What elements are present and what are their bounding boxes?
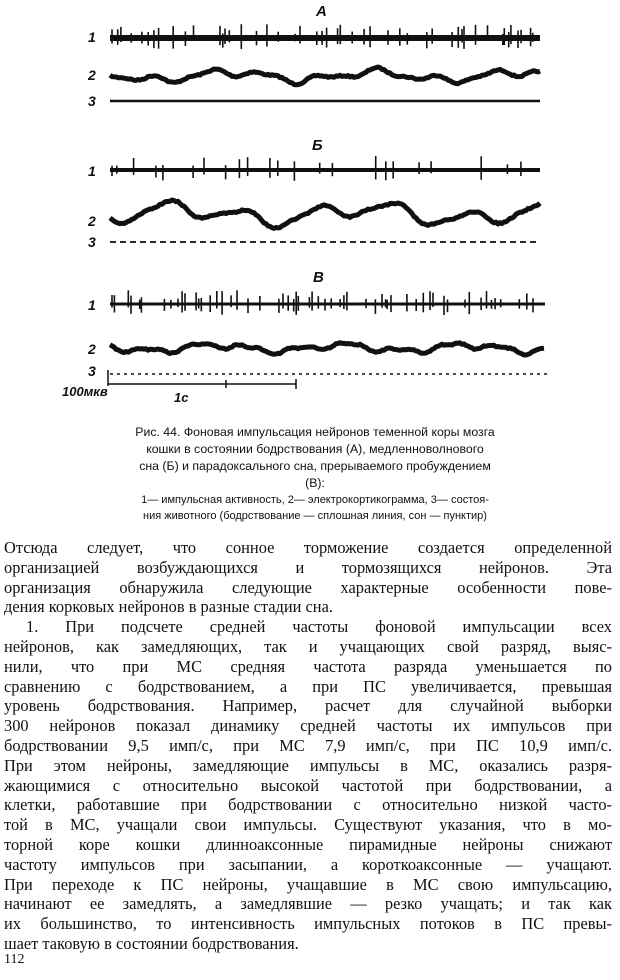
trace-label-3: 3 bbox=[88, 363, 96, 379]
text-line: При этом нейроны, замедляющие импульсы в МС, оказались разря- bbox=[4, 755, 612, 775]
figure-44 bbox=[0, 0, 620, 420]
scale-bar bbox=[62, 370, 296, 405]
text-line: сравнению с бодрствованием, а при ПС увеличивается, превышая bbox=[4, 676, 612, 696]
caption-line: кошки в состоянии бодрствования (А), медленноволнового bbox=[146, 442, 484, 456]
impulse-trace-a bbox=[110, 24, 540, 49]
text-line: частоту импульсов при засыпании, а короткоаксонные — учащают. bbox=[4, 854, 612, 874]
trace-label-2: 2 bbox=[88, 213, 96, 229]
amplitude-label: 100мкв bbox=[62, 384, 108, 399]
impulse-trace-b bbox=[110, 156, 540, 181]
ecog-trace-v bbox=[110, 343, 544, 355]
text-line: дения корковых нейронов в разные стадии сна. bbox=[4, 597, 333, 617]
panel-a bbox=[87, 3, 540, 109]
text-line: шает таковую в состоянии бодрствования. bbox=[4, 933, 299, 953]
panel-letter-a: А bbox=[316, 3, 327, 20]
text-line: нейронов, как замедляющих, так и учащающих свой разряд, выяс- bbox=[4, 636, 612, 656]
impulse-trace-v bbox=[110, 290, 545, 315]
time-label: 1с bbox=[174, 390, 189, 405]
trace-label-1: 1 bbox=[88, 29, 96, 45]
legend-line: ния животного (бодрствование — сплошная линия, сон — пунктир) bbox=[143, 510, 487, 522]
body-text bbox=[4, 538, 612, 954]
caption-line: (В): bbox=[305, 476, 325, 490]
page-number: 112 bbox=[4, 952, 25, 967]
trace-label-1: 1 bbox=[88, 297, 96, 313]
text-line: жающимися с относительно высокой частотой при бодрствовании, а bbox=[4, 775, 612, 795]
text-line: 1. При подсчете средней частоты фоновой импульсации всех bbox=[26, 617, 612, 637]
panel-v bbox=[87, 269, 550, 379]
caption-line: Рис. 44. Фоновая импульсация нейронов теменной коры мозга bbox=[135, 425, 495, 439]
text-line: бодрствовании 9,5 имп/с, при МС 7,9 имп/с, при ПС 10,9 имп/с. bbox=[4, 735, 612, 755]
text-line: организация обнаружила следующие характерные особенности пове- bbox=[4, 577, 612, 597]
text-line: Отсюда следует, что сонное торможение создается определенной bbox=[4, 538, 612, 557]
panel-letter-b: Б bbox=[312, 137, 323, 154]
text-line: той в МС, учащали свои импульсы. Существуют указания, что в мо- bbox=[4, 815, 612, 835]
caption-line: сна (Б) и парадоксального сна, прерываемого пробуждением bbox=[139, 459, 491, 473]
text-line: нили, что при МС средняя частота разряда уменьшается по bbox=[4, 656, 612, 676]
trace-label-3: 3 bbox=[88, 234, 96, 250]
text-line: их большинство, то интенсивность импульсных потоков в ПС превы- bbox=[4, 914, 612, 934]
panel-b bbox=[87, 137, 540, 250]
trace-label-2: 2 bbox=[88, 67, 96, 83]
legend-line: 1— импульсная активность, 2— электрокортикограмма, 3— состоя- bbox=[141, 494, 489, 506]
figure-legend bbox=[70, 492, 560, 524]
trace-label-1: 1 bbox=[88, 163, 96, 179]
text-line: начинают ее замедлять, а замедлявшие — резко учащать; и так как bbox=[4, 894, 612, 914]
text-line: клетки, работавшие при бодрствовании с относительно низкой часто- bbox=[4, 795, 612, 815]
text-line: торной коре кошки длинноаксонные пирамидные нейроны снижают bbox=[4, 834, 612, 854]
panel-letter-v: В bbox=[313, 269, 324, 286]
figure-caption bbox=[70, 424, 560, 492]
trace-label-3: 3 bbox=[88, 93, 96, 109]
trace-label-2: 2 bbox=[88, 341, 96, 357]
text-line: уровень бодрствования. Например, расчет для случайной выборки bbox=[4, 696, 612, 716]
ecog-trace-b bbox=[110, 200, 540, 228]
ecog-trace-a bbox=[110, 67, 540, 85]
text-line: организацией возбуждающихся и тормозящихся нейронов. Эта bbox=[4, 557, 612, 577]
text-line: 300 нейронов показал динамику средней частоты их импульсов при bbox=[4, 716, 612, 736]
text-line: При переходе к ПС нейроны, учащавшие в МС свою импульсацию, bbox=[4, 874, 612, 894]
